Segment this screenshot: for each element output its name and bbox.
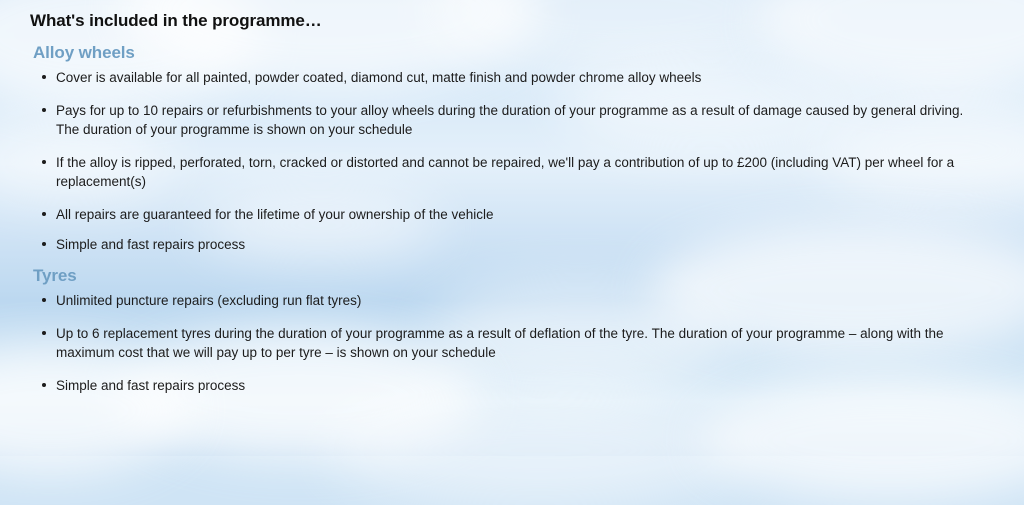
list-item: Up to 6 replacement tyres during the duration of your programme as a result of deflation of the tyre. The duration of your programme – along with the maximum cost that we will pay up to per tyre – is shown on your schedule xyxy=(30,324,966,362)
list-item: All repairs are guaranteed for the lifetime of your ownership of the vehicle xyxy=(30,205,966,224)
page-title: What's included in the programme… xyxy=(30,11,322,30)
section-tyres xyxy=(30,265,984,395)
list-item: Simple and fast repairs process xyxy=(30,235,966,254)
list-item: Pays for up to 10 repairs or refurbishments to your alloy wheels during the duration of your programme as a result of damage caused by general driving. The duration of your programme is shown on your schedule xyxy=(30,101,966,139)
bullet-list xyxy=(30,68,984,254)
section-heading: Alloy wheels xyxy=(33,43,135,62)
section-heading: Tyres xyxy=(33,266,77,285)
list-item: Simple and fast repairs process xyxy=(30,376,966,395)
list-item: If the alloy is ripped, perforated, torn, cracked or distorted and cannot be repaired, we'll pay a contribution of up to £200 (including VAT) per wheel for a replacement(s) xyxy=(30,153,966,191)
list-item: Unlimited puncture repairs (excluding run flat tyres) xyxy=(30,291,966,310)
bullet-list xyxy=(30,291,984,395)
list-item: Cover is available for all painted, powder coated, diamond cut, matte finish and powder chrome alloy wheels xyxy=(30,68,966,87)
cloud-shape xyxy=(330,395,750,505)
section-alloy-wheels xyxy=(30,42,984,254)
cloud-shape xyxy=(700,380,1024,500)
